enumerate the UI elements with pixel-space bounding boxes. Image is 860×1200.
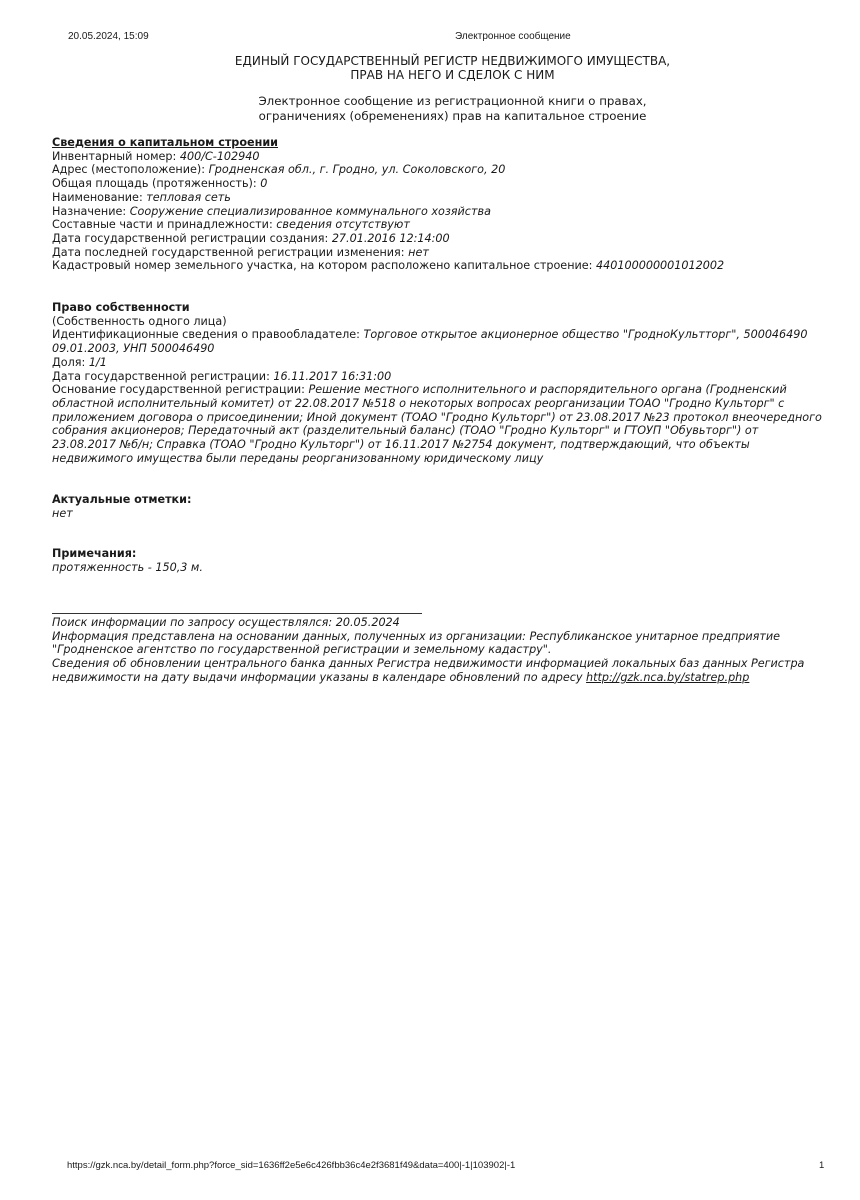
ownership-reg-date-value: 16.11.2017 16:31:00 — [273, 369, 392, 383]
info-section — [52, 616, 842, 685]
marks-value: нет — [52, 506, 73, 520]
ownership-heading: Право собственности — [52, 301, 190, 314]
creation-reg-date-label: Дата государственной регистрации создания: — [52, 231, 329, 245]
owner-value: Торговое открытое акционерное общество "ГродноКультторг", 500046490 — [363, 328, 808, 342]
message-subtitle-line1: Электронное сообщение из регистрационной книги о правах, — [258, 94, 647, 108]
parts-value: сведения отсутствуют — [276, 218, 410, 232]
last-change-label: Дата последней государственной регистрации изменения: — [52, 245, 405, 259]
basis-value-line3: приложением договора о присоединении; Иной документ (ТОАО "Гродно Культорг") от 23.08.2017 №23 протокол внеочередного — [52, 410, 822, 424]
purpose-value: Сооружение специализированное коммунального хозяйства — [129, 204, 491, 218]
ownership-reg-date-label: Дата государственной регистрации: — [52, 369, 270, 383]
basis-value-line4: собрания акционеров; Передаточный акт (разделительный баланс) (ТОАО "Гродно Культорг" и ГТОУП "Обувьторг") от — [52, 424, 759, 438]
share-value: 1/1 — [88, 355, 107, 369]
address-value: Гродненская обл., г. Гродно, ул. Соколовского, 20 — [208, 163, 506, 177]
basis-value: Решение местного исполнительного и распорядительного органа (Гродненский — [308, 383, 787, 397]
register-title-line2: ПРАВ НА НЕГО И СДЕЛОК С НИМ — [350, 68, 555, 82]
share-label: Доля: — [52, 355, 86, 369]
notes-value: протяженность - 150,3 м. — [52, 560, 203, 574]
parts-label: Составные части и принадлежности: — [52, 218, 273, 232]
update-info-line2: недвижимости на дату выдачи информации указаны в календаре обновлений по адресу — [52, 670, 587, 684]
inventory-label: Инвентарный номер: — [52, 149, 177, 163]
statrep-link[interactable]: http://gzk.nca.by/statrep.php — [586, 670, 750, 684]
separator-line — [52, 613, 422, 614]
source-org-line2: "Гродненское агентство по государственной регистрации и земельному кадастру". — [52, 643, 552, 657]
inventory-value: 400/С-102940 — [179, 149, 260, 163]
last-change-value: нет — [408, 245, 429, 259]
basis-value-line2: областной исполнительный комитет) от 22.08.2017 №518 о некоторых вопросах реорганизации ТОАО "Гродно Культорг" с — [52, 396, 785, 410]
area-label: Общая площадь (протяженность): — [52, 177, 257, 191]
document-type: Электронное сообщение — [455, 31, 571, 42]
creation-reg-date-value: 27.01.2016 12:14:00 — [331, 231, 450, 245]
ownership-section — [52, 301, 842, 465]
marks-section — [52, 493, 842, 520]
area-value: 0 — [260, 177, 268, 191]
footer-url: https://gzk.nca.by/detail_form.php?force_sid=1636ff2e5e6c426fbb36c4e2f3681f49&data=400|-1|103902|-1 — [67, 1160, 516, 1171]
page-number: 1 — [819, 1160, 825, 1171]
owner-label: Идентификационные сведения о правообладателе: — [52, 328, 360, 342]
marks-heading: Актуальные отметки: — [52, 493, 192, 506]
name-label: Наименование: — [52, 190, 143, 204]
purpose-label: Назначение: — [52, 204, 127, 218]
basis-value-line5: 23.08.2017 №б/н; Справка (ТОАО "Гродно Культорг") от 16.11.2017 №2754 документ, подтверждающий, что объекты — [52, 438, 750, 452]
address-label: Адрес (местоположение): — [52, 163, 205, 177]
cadastral-value: 440100000001012002 — [596, 259, 725, 273]
source-org-line: Информация представлена на основании данных, полученных из организации: Республиканское унитарное предприятие — [52, 629, 781, 643]
basis-label: Основание государственной регистрации: — [52, 383, 305, 397]
update-info-line: Сведения об обновлении центрального банка данных Регистра недвижимости информацией локальных баз данных Регистра — [52, 657, 805, 671]
search-date-line: Поиск информации по запросу осуществлялся: 20.05.2024 — [52, 616, 400, 629]
notes-heading: Примечания: — [52, 547, 137, 560]
notes-section — [52, 547, 842, 574]
building-heading: Сведения о капитальном строении — [52, 136, 279, 149]
name-value: тепловая сеть — [146, 190, 231, 204]
basis-value-line6: недвижимого имущества были переданы реорганизованному юридическому лицу — [52, 451, 544, 465]
ownership-type: (Собственность одного лица) — [52, 314, 227, 328]
cadastral-label: Кадастровый номер земельного участка, на котором расположено капитальное строение: — [52, 259, 593, 273]
message-subtitle-line2: ограничениях (обременениях) прав на капитальное строение — [258, 109, 647, 123]
register-title-line1: ЕДИНЫЙ ГОСУДАРСТВЕННЫЙ РЕГИСТР НЕДВИЖИМОГО ИМУЩЕСТВА, — [234, 54, 671, 68]
building-section — [52, 136, 842, 273]
print-datetime: 20.05.2024, 15:09 — [68, 31, 149, 42]
owner-value-continued: 09.01.2003, УНП 500046490 — [52, 342, 215, 356]
